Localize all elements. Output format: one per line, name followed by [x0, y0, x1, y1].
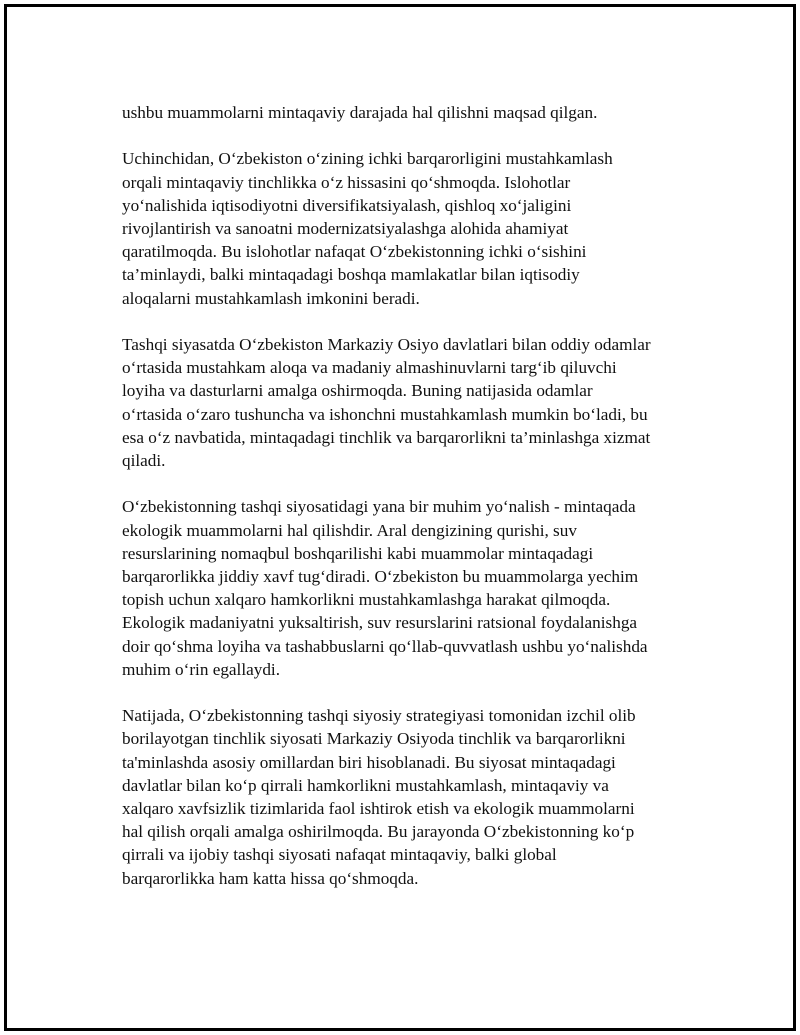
paragraph-1: ushbu muammolarni mintaqaviy darajada hal qilishni maqsad qilgan.: [122, 103, 598, 122]
page-frame: [4, 4, 796, 1031]
paragraph-4: O‘zbekistonning tashqi siyosatidagi yana bir muhim yo‘nalish - mintaqada ekologik muammolarni hal qilishdir. Aral dengizining qurishi, suv resurslarining nomaqbul boshqarilishi kabi muammolar mintaqadagi barqarorlikka jiddiy xavf tug‘diradi. O‘zbekiston bu muammolarga yechim topish uchun xalqaro hamkorlikni mustahkamlashga harakat qilmoqda. Ekologik madaniyatni yuksaltirish, suv resurslarini ratsional foydalanishga doir qo‘shma loyiha va tashabbuslarni qo‘llab-quvvatlash ushbu yo‘nalishda muhim o‘rin egallaydi.: [122, 497, 648, 679]
paragraph-5: Natijada, O‘zbekistonning tashqi siyosiy strategiyasi tomonidan izchil olib borilayotgan tinchlik siyosati Markaziy Osiyoda tinchlik va barqarorlikni ta'minlashda asosiy omillardan biri hisoblanadi. Bu siyosat mintaqadagi davlatlar bilan ko‘p qirrali hamkorlikni mustahkamlash, mintaqaviy va xalqaro xavfsizlik tizimlarida faol ishtirok etish va ekologik muammolarni hal qilish orqali amalga oshirilmoqda. Bu jarayonda O‘zbekistonning ko‘p qirrali va ijobiy tashqi siyosati nafaqat mintaqaviy, balki global barqarorlikka ham katta hissa qo‘shmoqda.: [122, 706, 636, 888]
paragraph-3: Tashqi siyasatda O‘zbekiston Markaziy Osiyo davlatlari bilan oddiy odamlar o‘rtasida mustahkam aloqa va madaniy almashinuvlarni targ‘ib qiluvchi loyiha va dasturlarni amalga oshirmoqda. Buning natijasida odamlar o‘rtasida o‘zaro tushuncha va ishonchni mustahkamlash mumkin bo‘ladi, bu esa o‘z navbatida, mintaqadagi tinchlik va barqarorlikni ta’minlashga xizmat qiladi.: [122, 335, 651, 471]
paragraph-2: Uchinchidan, O‘zbekiston o‘zining ichki barqarorligini mustahkamlash orqali mintaqaviy tinchlikka o‘z hissasini qo‘shmoqda. Islohotlar yo‘nalishida iqtisodiyotni diversifikatsiyalash, qishloq xo‘jaligini rivojlantirish va sanoatni modernizatsiyalashga alohida ahamiyat qaratilmoqda. Bu islohotlar nafaqat O‘zbekistonning ichki o‘sishini ta’minlaydi, balki mintaqadagi boshqa mamlakatlar bilan iqtisodiy aloqalarni mustahkamlash imkonini beradi.: [122, 149, 613, 308]
document-body: [122, 101, 702, 913]
